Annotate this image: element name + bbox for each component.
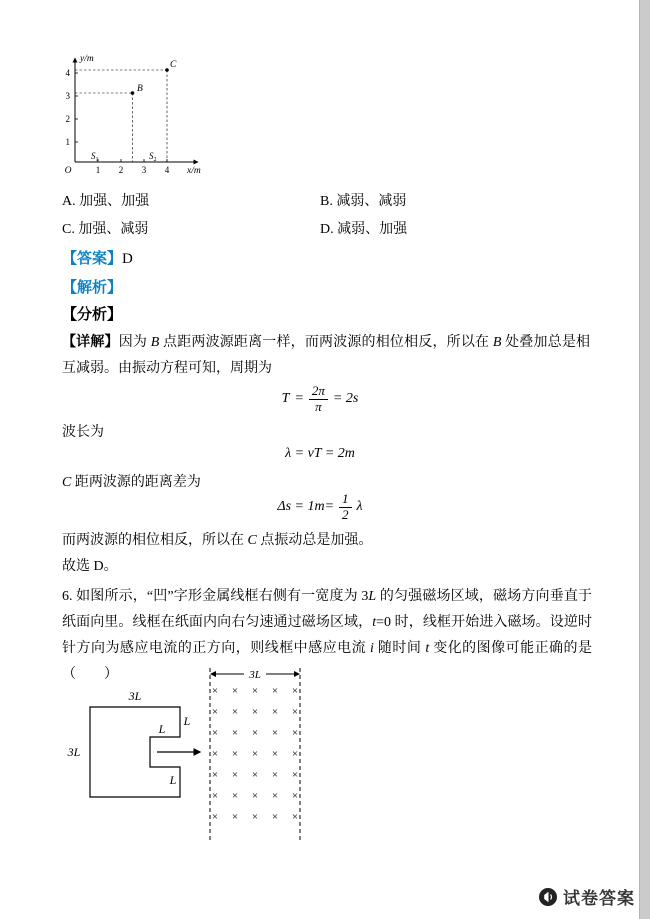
- text-segment: 随时间: [373, 641, 426, 656]
- option-c: C. 加强、减弱: [62, 222, 149, 237]
- formula-rhs: λ: [356, 499, 363, 515]
- svg-text:×: ×: [231, 685, 239, 697]
- option-d: D. 减弱、加强: [320, 222, 408, 237]
- option-b: B. 减弱、减弱: [320, 194, 407, 209]
- var-l: L: [368, 589, 377, 604]
- notch-bottom-length-label: L: [169, 773, 177, 787]
- text-segment: 点振动总是加强。: [256, 533, 373, 548]
- final-choice-line: 故选 D。: [62, 559, 118, 574]
- svg-text:×: ×: [271, 769, 279, 781]
- formula-path-difference: [0, 492, 640, 523]
- svg-text:×: ×: [271, 685, 279, 697]
- svg-text:×: ×: [291, 769, 299, 781]
- x-tick-1: 1: [95, 165, 101, 175]
- equals-sign: =: [294, 391, 304, 407]
- svg-text:×: ×: [231, 706, 239, 718]
- svg-text:×: ×: [211, 769, 219, 781]
- point-b-label: B: [137, 84, 143, 94]
- fraction: [309, 384, 328, 415]
- fenxi-label: 【分析】: [62, 307, 123, 323]
- fraction: [339, 492, 352, 523]
- svg-text:×: ×: [291, 685, 299, 697]
- svg-text:×: ×: [271, 811, 279, 823]
- y-tick-4: 4: [65, 68, 70, 78]
- fenxi-line: [62, 303, 122, 324]
- formula-lhs: Δs = 1m=: [277, 499, 335, 515]
- svg-text:×: ×: [211, 811, 219, 823]
- svg-text:×: ×: [291, 811, 299, 823]
- svg-text:×: ×: [231, 790, 239, 802]
- fraction-numerator: 1: [339, 492, 352, 508]
- svg-text:×: ×: [251, 706, 259, 718]
- notch-top-length-label: L: [158, 722, 166, 736]
- text-segment: 因为: [118, 335, 151, 350]
- svg-text:×: ×: [251, 790, 259, 802]
- svg-text:×: ×: [291, 706, 299, 718]
- text-segment: 变化的图像可能正确的是（ ）: [62, 641, 593, 682]
- watermark-text: 试卷答案: [563, 889, 635, 908]
- text-segment: 而两波源的相位相反，所以在: [62, 533, 248, 548]
- var-c: C: [62, 475, 72, 490]
- y-tick-1: 1: [65, 137, 70, 147]
- question6-figure: [60, 662, 340, 847]
- svg-text:×: ×: [291, 748, 299, 760]
- conclusion-line: [62, 528, 590, 554]
- formula-period: [0, 384, 640, 415]
- var-b: B: [492, 335, 502, 350]
- fraction-denominator: 2: [342, 506, 349, 522]
- var-c: C: [247, 533, 257, 548]
- text-segment: 距两波源的距离差为: [71, 475, 201, 490]
- svg-text:×: ×: [231, 727, 239, 739]
- x-axis-label: x/m: [187, 166, 201, 176]
- text-segment: 的匀强磁场区域，磁场方向垂直于纸面向里。线框在纸面内向右匀速通过磁场区域，: [62, 589, 592, 630]
- answer-label: 【答案】: [62, 251, 123, 267]
- question5-figure: [55, 50, 207, 182]
- watermark-logo-icon: [538, 887, 558, 907]
- source1-label: $S_1$: [91, 151, 99, 163]
- svg-text:×: ×: [251, 769, 259, 781]
- svg-text:×: ×: [251, 727, 259, 739]
- svg-text:×: ×: [231, 748, 239, 760]
- frame-top-length-label: 3L: [128, 689, 142, 703]
- svg-text:×: ×: [211, 706, 219, 718]
- svg-text:×: ×: [251, 811, 259, 823]
- detail-label: 【详解】: [62, 335, 119, 350]
- svg-text:×: ×: [271, 748, 279, 760]
- wavelength-intro: 波长为: [62, 425, 104, 440]
- answer-value: D: [122, 251, 133, 267]
- watermark: [538, 884, 635, 909]
- fraction-denominator: π: [315, 398, 322, 414]
- svg-text:×: ×: [271, 790, 279, 802]
- svg-text:×: ×: [231, 769, 239, 781]
- x-tick-3: 3: [141, 165, 147, 175]
- var-b: B: [150, 335, 160, 350]
- svg-text:×: ×: [251, 685, 259, 697]
- jiexi-label: 【解析】: [62, 280, 123, 296]
- formula-text: λ = vT = 2m: [285, 446, 355, 461]
- text-segment: 处叠加总是相互减弱。由振动方程可知，周期为: [62, 335, 591, 376]
- dashed-guides: [75, 70, 167, 162]
- frame-right-upper-length-label: L: [183, 714, 191, 728]
- axis-ticks: [75, 73, 167, 162]
- origin-label: O: [64, 166, 72, 176]
- var-i: i: [370, 641, 374, 656]
- svg-text:×: ×: [251, 748, 259, 760]
- field-into-page-symbols: [212, 685, 298, 823]
- y-tick-3: 3: [65, 91, 70, 101]
- svg-text:×: ×: [211, 727, 219, 739]
- field-width-dimension: [211, 669, 299, 681]
- var-t: t: [425, 641, 430, 656]
- svg-text:×: ×: [291, 727, 299, 739]
- svg-text:×: ×: [291, 790, 299, 802]
- detail-paragraph: [62, 330, 590, 382]
- text-segment: 点距两波源距离一样，而两波源的相位相反，所以在: [159, 335, 493, 350]
- svg-text:×: ×: [271, 706, 279, 718]
- svg-text:×: ×: [271, 727, 279, 739]
- var-t: t: [372, 615, 377, 630]
- option-a: A. 加强、加强: [62, 194, 150, 209]
- answer-line: [62, 247, 133, 268]
- svg-text:×: ×: [231, 811, 239, 823]
- frame-left-length-label: 3L: [67, 745, 81, 759]
- source2-label: $S_2$: [149, 151, 157, 163]
- formula-rhs: = 2s: [332, 391, 359, 407]
- point-c-label: C: [170, 60, 177, 70]
- svg-text:×: ×: [211, 748, 219, 760]
- scrollbar[interactable]: [639, 0, 650, 919]
- field-width-label: 3L: [249, 669, 261, 681]
- svg-text:×: ×: [211, 790, 219, 802]
- x-tick-4: 4: [164, 165, 170, 175]
- point-b: [131, 91, 135, 95]
- point-c: [165, 68, 169, 72]
- jiexi-line: [62, 276, 122, 297]
- svg-text:×: ×: [211, 685, 219, 697]
- y-axis-label: y/m: [80, 54, 94, 64]
- formula-wavelength: [0, 446, 640, 462]
- x-tick-2: 2: [118, 165, 124, 175]
- fraction-numerator: 2π: [309, 384, 328, 400]
- formula-lhs: T: [281, 391, 290, 407]
- text-segment: =0 时，线框开始进入磁场。设逆时针方向为感应电流的正方向，则线框中感应电流: [62, 615, 592, 656]
- y-tick-2: 2: [65, 114, 70, 124]
- text-segment: 6. 如图所示，“凹”字形金属线框右侧有一宽度为 3: [62, 589, 369, 604]
